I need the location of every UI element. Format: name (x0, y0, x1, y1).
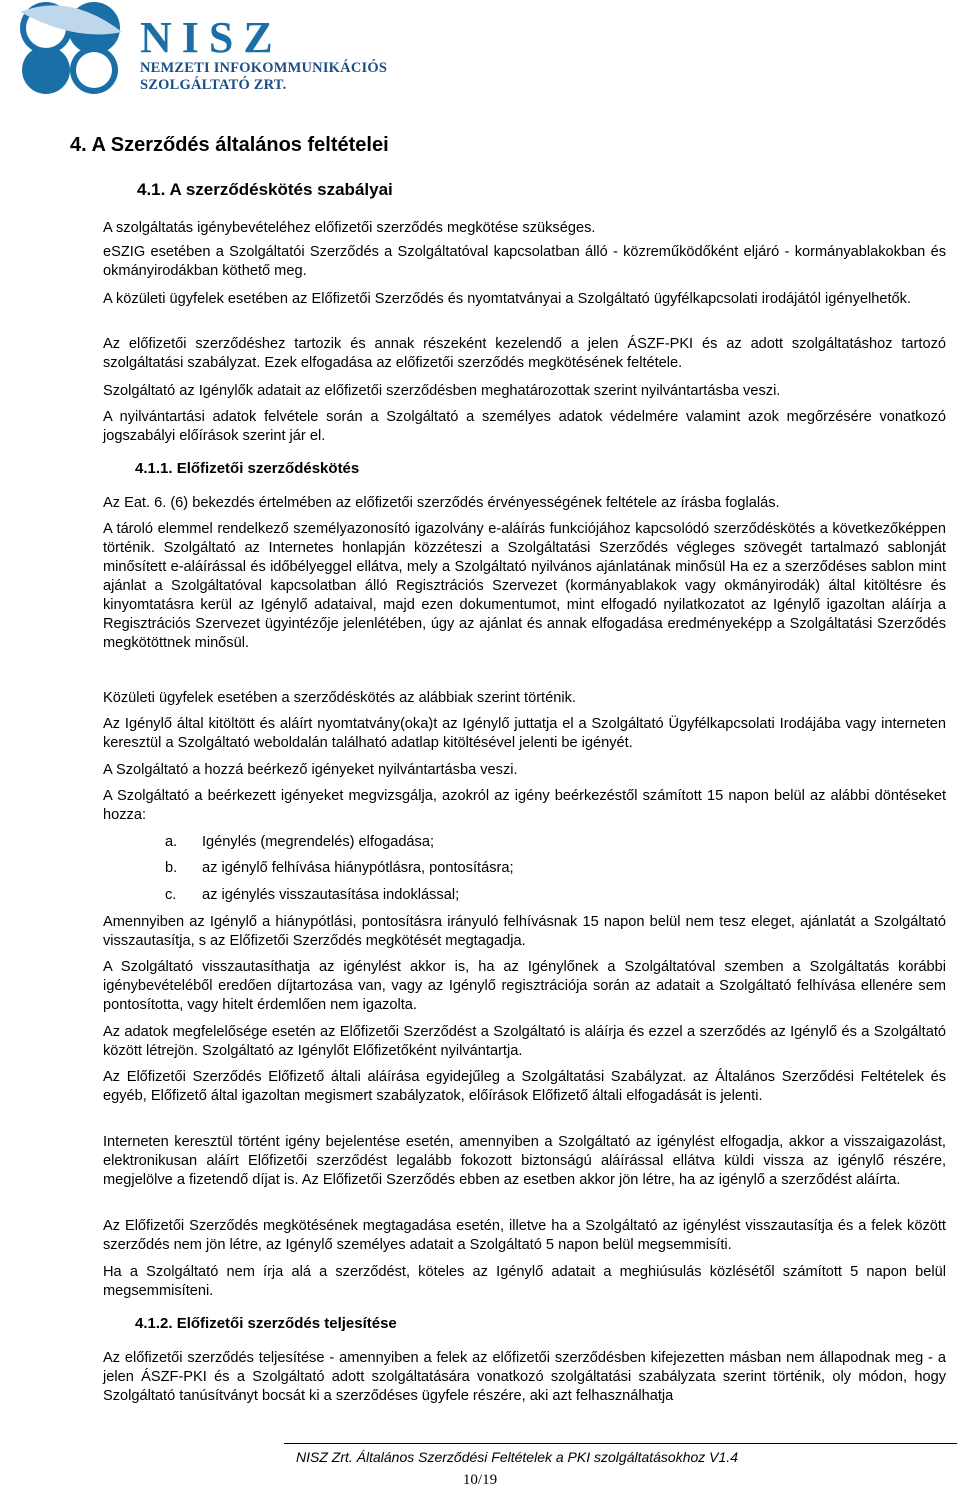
paragraph-6: A nyilvántartási adatok felvétele során a Szolgáltató a személyes adatok védelmére valamint azok megőrzésére vonatkozó jogszabályi előírások szerint jár el. (103, 409, 946, 444)
paragraph-3: A közületi ügyfelek esetében az Előfizetői Szerződés és nyomtatványai a Szolgáltató ügyfélkapcsolati irodájától igényelhetők. (103, 291, 912, 307)
section-heading: 4. A Szerződés általános feltételei (70, 134, 389, 156)
list-text: Igénylés (megrendelés) elfogadása; (202, 834, 435, 850)
paragraph-15: Az adatok megfelelősége esetén az Előfizetői Szerződést a Szolgáltató is aláírja és ezzel a szerződés az Igénylő és a Szolgáltató között létrejön. Szolgáltató az Igénylőt Előfizetőként nyilvántartja. (103, 1024, 946, 1059)
paragraph-11: A Szolgáltató a hozzá beérkező igényeket nyilvántartásba veszi. (103, 762, 518, 778)
paragraph-19: Ha a Szolgáltató nem írja alá a szerződést, köteles az Igénylő adatait a meghiúsulás közlésétől számított 5 napon belül megsemmisíteni. (103, 1264, 946, 1299)
paragraph-1: A szolgáltatás igénybevételéhez előfizetői szerződés megkötése szükséges. (103, 220, 596, 236)
list-marker: a. (165, 834, 178, 850)
logo-line-2: SZOLGÁLTATÓ ZRT. (140, 77, 287, 93)
subsection-heading: 4.1. A szerződéskötés szabályai (137, 180, 393, 199)
paragraph-17: Interneten keresztül történt igény bejelentése esetén, amennyiben a Szolgáltató az igénylést elfogadja, akkor a visszaigazolást, elektronikusan aláírt Előfizetői szerződést legalább fokozott biztonságú aláírással ellátva küldi vissza az igénylő részére, megjelölve a fizetendő díjat is. Az Előfizetői Szerződés ebben az esetben akkor jön létre, ha az igénylő a szerződést aláírta. (103, 1134, 946, 1188)
paragraph-10: Az Igénylő által kitöltött és aláírt nyomtatvány(oka)t az Igénylő juttatja el a Szolgáltató Ügyfélkapcsolati Irodájába vagy interneten keresztül a Szolgáltató weboldalán található adatlap kitöltésével jelenti be igényét. (103, 716, 946, 751)
paragraph-8: A tároló elemmel rendelkező személyazonosító igazolvány e-aláírás funkciójához kapcsolódó szerződéskötés a következőképpen történik. Szolgáltató az Internetes honlapján közzéteszi a Szolgáltatási Szerződés végleges szövegét tartalmazó sablonját minősített e-aláírással és időbélyeggel ellátva, mely a Szolgáltató nyilvános ajánlatának minősül Ha ez a szerződéses sablon mint ajánlat a Szolgáltatóval kapcsolatban álló Regisztrációs Szervezet (kormányablakok vagy okmányirodák) által kitöltésre és kinyomtatásra kerül az Igénylő adataival, majd ezen dokumentumot, mint elfogadó nyilatkozatot az Igénylő igazoltan aláírja a Regisztrációs Szervezet ügyintézője jelenlétében, úgy az ajánlat és annak elfogadása eredményeképp a Szolgáltatási Szerződés megkötöttnek minősül. (103, 521, 946, 651)
logo-wordmark: NISZ (140, 13, 283, 62)
list-marker: b. (165, 860, 178, 876)
nisz-emblem-icon (6, 2, 136, 94)
paragraph-20: Az előfizetői szerződés teljesítése - amennyiben a felek az előfizetői szerződésben kifejezetten másban nem állapodnak meg - a jelen ÁSZF-PKI és a Szolgáltató adott szolgáltatására vonatkozó szolgáltatási szabályzata szerint történik, oly módon, hogy Szolgáltató tanúsítványt bocsát ki a szerződéses ügyfele részére, aki azt felhasználhatja (103, 1350, 946, 1404)
subsubsection-heading-4-1-1: 4.1.1. Előfizetői szerződéskötés (135, 460, 360, 477)
paragraph-16: Az Előfizetői Szerződés Előfizető általi aláírása egyidejűleg a Szolgáltatási Szabályzat. az Általános Szerződési Feltételek és egyéb, Előfizető által igazoltan megismert szabályzatok, előírások Előfizető általi elfogadását is jelenti. (103, 1069, 946, 1104)
paragraph-14: A Szolgáltató visszautasíthatja az igénylést akkor is, ha az Igénylőnek a Szolgáltatóval szemben a Szolgáltatás korábbi igénybevételéből eredően díjtartozása van, vagy az Igénylő regisztrációja során az adatait a Szolgáltató felhívása ellenére sem pontosította, vagy hitelt érdemlően nem igazolta. (103, 959, 946, 1013)
list-marker: c. (165, 887, 177, 903)
logo-line-1: NEMZETI INFOKOMMUNIKÁCIÓS (140, 60, 388, 76)
paragraph-5: Szolgáltató az Igénylők adatait az előfizetői szerződésben meghatározottak szerint nyilvántartásba veszi. (103, 383, 781, 399)
list-text: az igénylő felhívása hiánypótlásra, pontosításra; (202, 860, 514, 876)
paragraph-18: Az Előfizetői Szerződés megkötésének megtagadása esetén, illetve ha a Szolgáltató az igénylést visszautasítja és a felek között szerződés nem jön létre, az Igénylő személyes adatait a Szolgáltató 5 napon belül megsemmisíti. (103, 1218, 946, 1253)
paragraph-9: Közületi ügyfelek esetében a szerződéskötés az alábbiak szerint történik. (103, 690, 576, 706)
paragraph-13: Amennyiben az Igénylő a hiánypótlási, pontosításra irányuló felhívásnak 15 napon belül nem tesz eleget, ajánlatát a Szolgáltató visszautasítja, s az Előfizetői Szerződés megkötését megtagadja. (103, 914, 946, 949)
subsubsection-heading-4-1-2: 4.1.2. Előfizetői szerződés teljesítése (135, 1315, 397, 1332)
paragraph-12: A Szolgáltató a beérkezett igényeket megvizsgálja, azokról az igény beérkezéstől számított 15 napon belül az alábbi döntéseket hozza: (103, 788, 946, 823)
paragraph-4: Az előfizetői szerződéshez tartozik és annak részeként kezelendő a jelen ÁSZF-PKI és az adott szolgáltatáshoz tartozó szolgáltatási szabályzat. Ezek elfogadása az előfizetői szerződés megkötésének feltétele. (103, 336, 946, 371)
paragraph-2: eSZIG esetében a Szolgáltatói Szerződés a Szolgáltatóval kapcsolatban álló - közreműködőként eljáró - kormányablakokban és okmányirodákban köthető meg. (103, 244, 946, 279)
footer-divider (284, 1443, 957, 1444)
page-number: 10/19 (462, 1472, 498, 1488)
paragraph-7: Az Eat. 6. (6) bekezdés értelmében az előfizetői szerződés érvényességének feltétele az írásba foglalás. (103, 495, 780, 511)
footer-text: NISZ Zrt. Általános Szerződési Feltételek a PKI szolgáltatásokhoz V1.4 (296, 1449, 738, 1465)
nisz-logo (6, 2, 406, 94)
list-text: az igénylés visszautasítása indoklással; (202, 887, 460, 903)
